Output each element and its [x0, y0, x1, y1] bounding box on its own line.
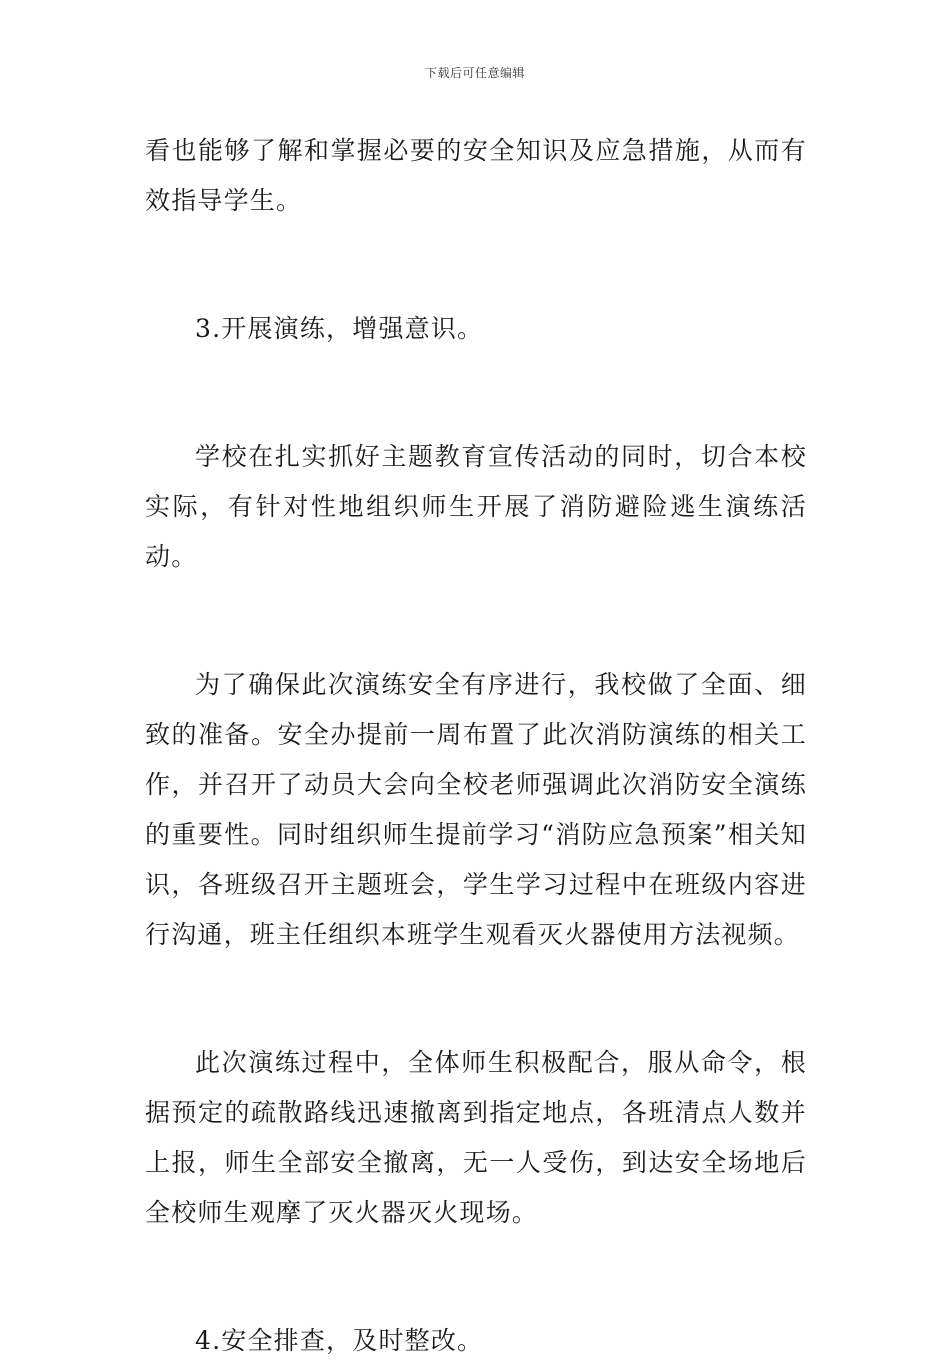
- paragraph-drill-intro: 学校在扎实抓好主题教育宣传活动的同时，切合本校实际，有针对性地组织师生开展了消防避险逃生演练活动。: [145, 442, 807, 571]
- section-heading-4: 4.安全排查，及时整改。: [195, 1326, 484, 1355]
- section-heading-3: 3.开展演练，增强意识。: [195, 314, 484, 343]
- page-header: 下载后可任意编辑: [424, 66, 525, 80]
- paragraph-continued: 看也能够了解和掌握必要的安全知识及应急措施，从而有效指导学生。: [145, 136, 807, 215]
- paragraph-drill-process: 此次演练过程中，全体师生积极配合，服从命令，根据预定的疏散路线迅速撤离到指定地点，各班清点人数并上报，师生全部安全撤离，无一人受伤，到达安全场地后全校师生观摩了灭火器灭火现场。: [145, 1048, 807, 1227]
- document-body: [145, 126, 807, 1366]
- paragraph-drill-preparation: 为了确保此次演练安全有序进行，我校做了全面、细致的准备。安全办提前一周布置了此次消防演练的相关工作，并召开了动员大会向全校老师强调此次消防安全演练的重要性。同时组织师生提前学习“消防应急预案”相关知识，各班级召开主题班会，学生学习过程中在班级内容进行沟通，班主任组织本班学生观看灭火器使用方法视频。: [145, 670, 807, 949]
